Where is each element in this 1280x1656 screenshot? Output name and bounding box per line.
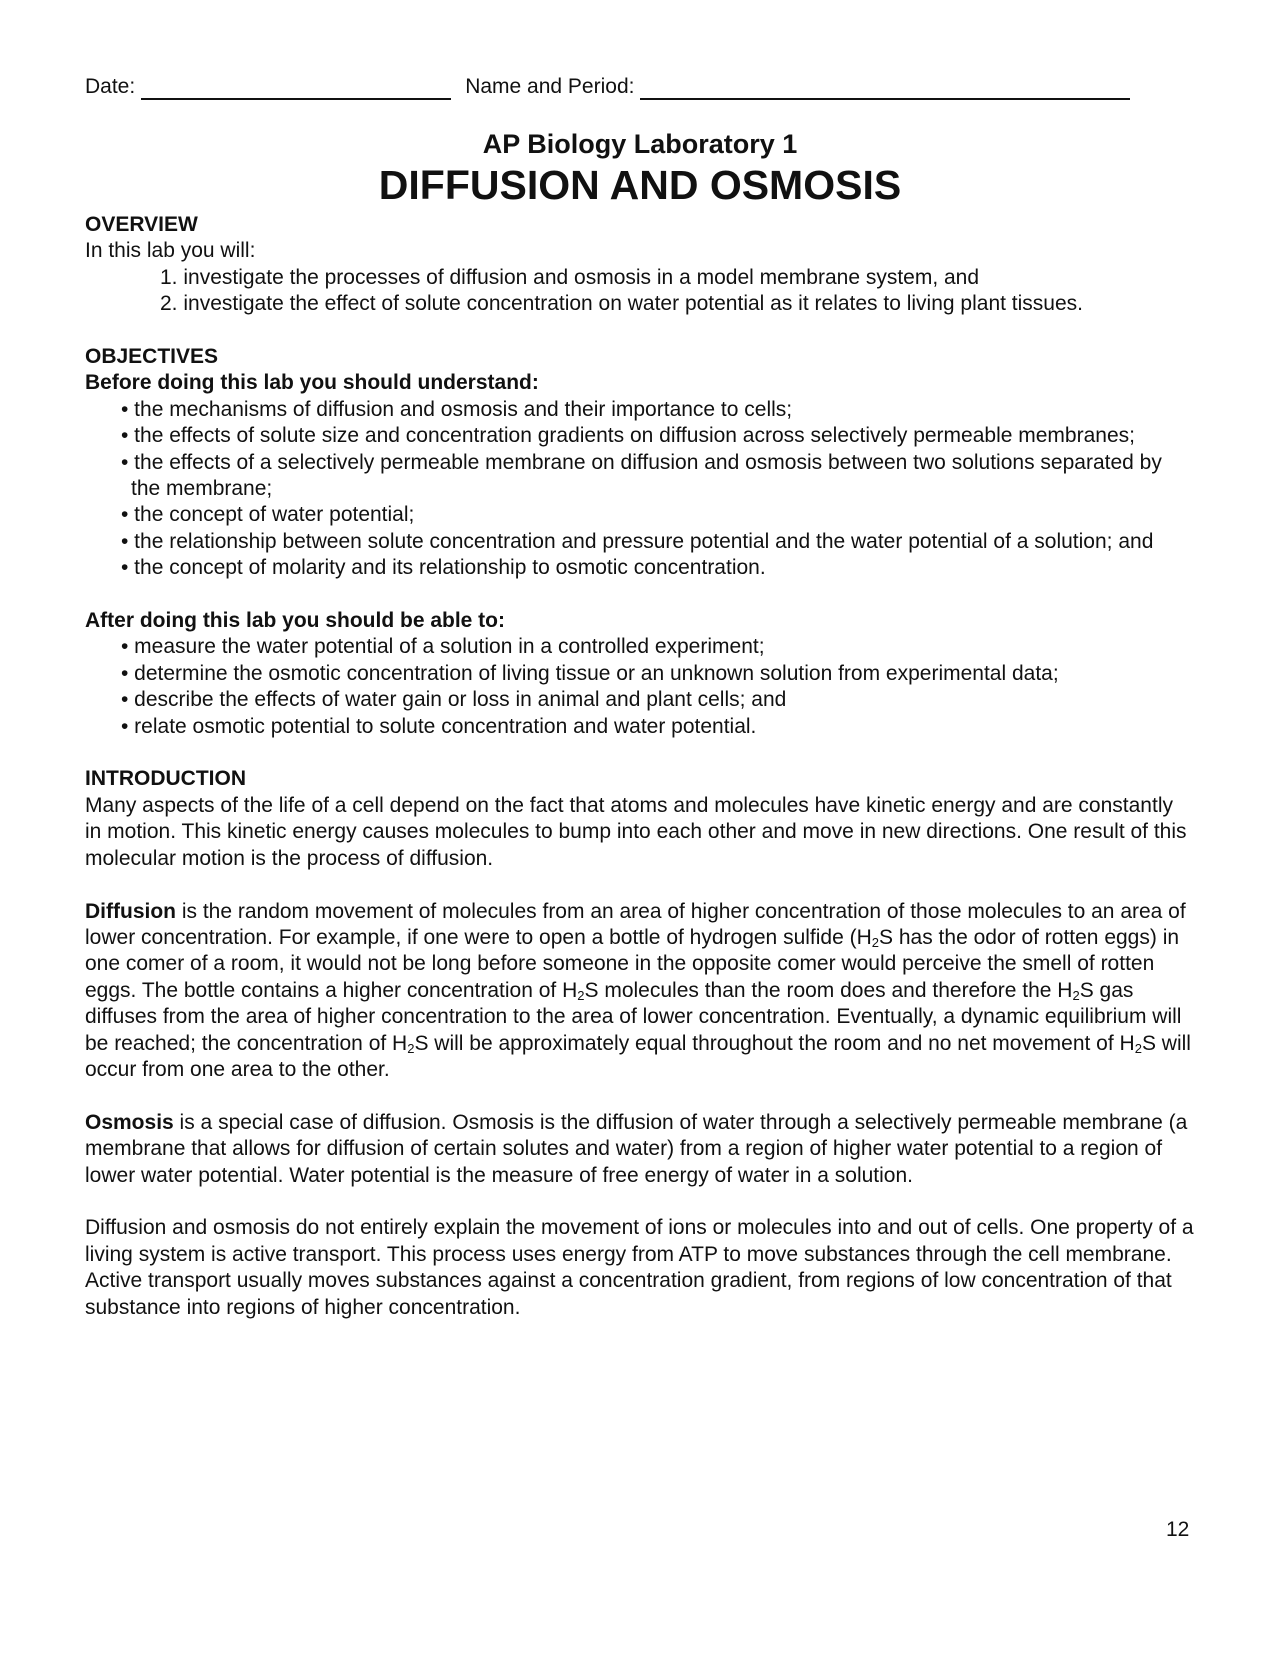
before-lab-item: • the relationship between solute concentration and pressure potential and the water potential of a solution; and [121,529,1154,553]
header-fields [85,70,1195,100]
date-label: Date: [85,74,136,98]
introduction-heading: INTRODUCTION [85,767,246,791]
name-period-blank-line [640,76,1130,100]
before-lab-item: • the effects of a selectively permeable membrane on diffusion and osmosis between two solutions separated by the membrane; [121,450,1162,501]
after-lab-item: • measure the water potential of a solution in a controlled experiment; [121,635,765,659]
introduction-paragraph-1: Many aspects of the life of a cell depend on the fact that atoms and molecules have kinetic energy and are constantly in motion. This kinetic energy causes molecules to bump into each other and move in new directions. One result of this molecular motion is the process of diffusion. [85,793,1187,870]
before-lab-item: • the effects of solute size and concentration gradients on diffusion across selectively permeable membranes; [121,424,1135,448]
before-lab-heading: Before doing this lab you should understand: [85,371,539,395]
osmosis-term: Osmosis [85,1110,174,1134]
overview-item: 1. investigate the processes of diffusion and osmosis in a model membrane system, and [160,265,980,289]
before-lab-item: • the concept of molarity and its relationship to osmotic concentration. [121,556,766,580]
overview-list [85,265,1195,318]
after-lab-list [85,634,1195,740]
after-lab-heading: After doing this lab you should be able to: [85,609,505,633]
after-lab-item: • determine the osmotic concentration of living tissue or an unknown solution from experimental data; [121,661,1059,685]
before-lab-list [85,397,1195,582]
diffusion-term: Diffusion [85,899,176,923]
date-blank-line [141,76,451,100]
introduction-paragraph-active-transport: Diffusion and osmosis do not entirely explain the movement of ions or molecules into and out of cells. One property of a living system is active transport. This process uses energy from ATP to move substances through the cell membrane. Active transport usually moves substances against a concentration gradient, from regions of low concentration of that substance into regions of higher concentration. [85,1216,1194,1319]
introduction-paragraph-diffusion: Diffusion is the random movement of molecules from an area of higher concentration of those molecules to an area of lower concentration. For example, if one were to open a bottle of hydrogen sulfide ($H_2S$ has the odor of rotten eggs) in one comer of a room, it would not be long before someone in the opposite comer would perceive the smell of rotten eggs. The bottle contains a higher concentration of $H_2S$ molecules than the room does and therefore the $H_2S$ gas diffuses from the area of higher concentration to the area of lower concentration. Eventually, a dynamic equilibrium will be reached; the concentration of $H_2S$ will be approximately equal throughout the room and no net movement of $H_2S$ will occur from one area to the other. [85,899,1191,1081]
document-page [85,70,1195,1321]
objectives-heading: OBJECTIVES [85,345,219,369]
overview-heading: OVERVIEW [85,213,198,236]
name-period-label: Name and Period: [465,74,635,98]
overview-intro: In this lab you will: [85,239,256,263]
lab-number-title: AP Biology Laboratory 1 [482,129,798,159]
before-lab-item: • the mechanisms of diffusion and osmosis and their importance to cells; [121,397,793,421]
before-lab-item: • the concept of water potential; [121,503,415,527]
page-number: 12 [1166,1518,1190,1541]
after-lab-item: • relate osmotic potential to solute concentration and water potential. [121,714,757,738]
introduction-paragraph-osmosis: Osmosis is a special case of diffusion. Osmosis is the diffusion of water through a selectively permeable membrane (a membrane that allows for diffusion of certain solutes and water) from a region of higher water potential to a region of lower water potential. Water potential is the measure of free energy of water in a solution. [85,1110,1188,1187]
page-title: DIFFUSION AND OSMOSIS [378,162,902,208]
overview-item: 2. investigate the effect of solute concentration on water potential as it relates to living plant tissues. [160,292,1083,316]
after-lab-item: • describe the effects of water gain or loss in animal and plant cells; and [121,688,787,712]
